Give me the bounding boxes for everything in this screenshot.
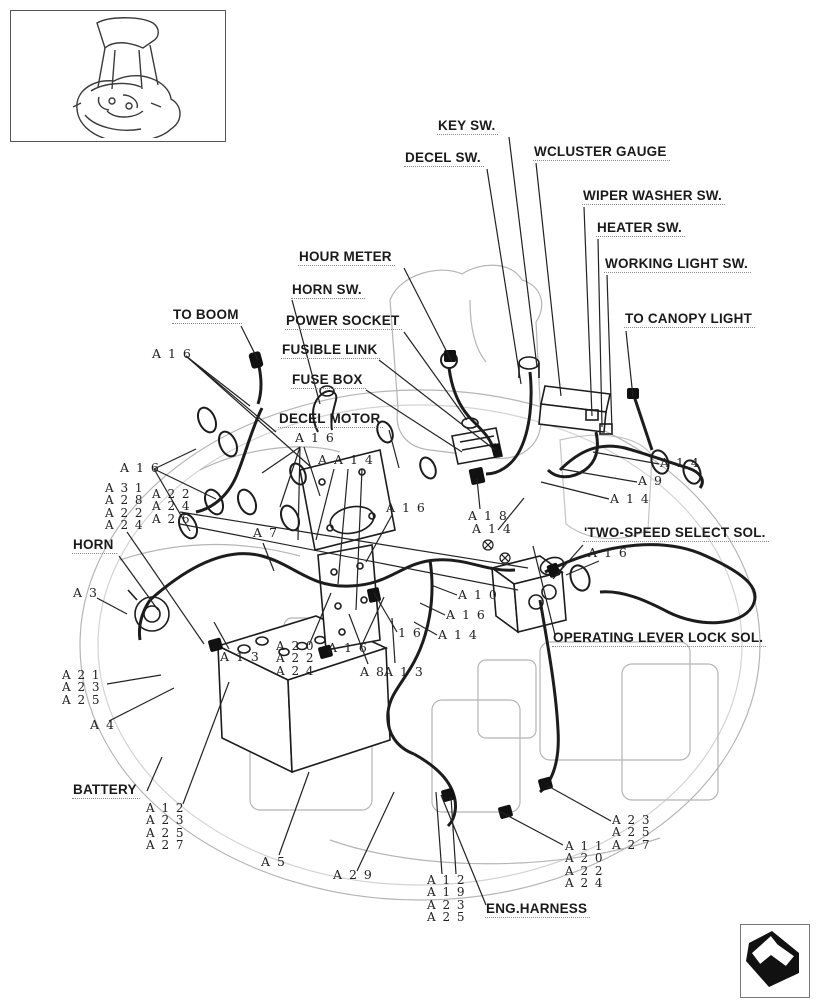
callout-a-2-7: A 2 7 bbox=[612, 837, 652, 852]
callout-a-1-6: A 1 6 bbox=[152, 346, 193, 361]
callout-stack-1 bbox=[105, 482, 144, 532]
callout-a-1-6: A 1 6 bbox=[120, 460, 161, 475]
callout-a-2-2: A 2 2 bbox=[276, 651, 316, 666]
callout-a-9: A 9 bbox=[638, 473, 664, 488]
part-label-decel-motor: DECEL MOTOR bbox=[278, 411, 383, 428]
callout-a-3: A 3 bbox=[73, 585, 99, 600]
part-label-fuse-box: FUSE BOX bbox=[291, 372, 366, 389]
callout-a-2-4: A 2 4 bbox=[276, 663, 316, 678]
part-label-key-sw: KEY SW. bbox=[437, 118, 498, 135]
part-label-power-socket: POWER SOCKET bbox=[285, 313, 402, 330]
callout-a-1-3: A 1 3 bbox=[220, 649, 261, 664]
callout-a-1-6: A 1 6 bbox=[446, 607, 487, 622]
callout-a-1-4: A 1 4 bbox=[610, 491, 651, 506]
callout-a-2-3: A 2 3 bbox=[427, 897, 467, 912]
callout-a-2-2: A 2 2 bbox=[152, 487, 192, 501]
machine-thumbnail-box bbox=[10, 10, 226, 142]
part-label-wcluster-gauge: WCLUSTER GAUGE bbox=[533, 144, 670, 161]
callout-a-1-2: A 1 2 bbox=[427, 873, 467, 887]
part-label-horn: HORN bbox=[72, 537, 117, 554]
callout-a-4: A 4 bbox=[90, 717, 116, 732]
callout-stack-8 bbox=[565, 840, 604, 890]
callout-stack-6 bbox=[427, 874, 466, 924]
callout-a-2-2: A 2 2 bbox=[105, 505, 145, 520]
callout-a-2-4: A 2 4 bbox=[152, 499, 192, 514]
part-label-to-boom: TO BOOM bbox=[172, 307, 242, 324]
callout-a-1-6: A 1 6 bbox=[295, 430, 336, 445]
nav-arrow-box bbox=[740, 924, 810, 998]
callout-a-2-5: A 2 5 bbox=[612, 825, 652, 840]
callout-a-2-4: A 2 4 bbox=[565, 876, 605, 891]
callout-a-2-3: A 2 3 bbox=[62, 680, 102, 695]
callout-stack-2 bbox=[152, 488, 191, 525]
callout-a-5: A 5 bbox=[261, 854, 287, 869]
callout-stack-4 bbox=[276, 640, 315, 677]
part-label-hour-meter: HOUR METER bbox=[298, 249, 395, 266]
part-label-fusible-link: FUSIBLE LINK bbox=[281, 342, 380, 359]
callout-a-2-4: A 2 4 bbox=[105, 518, 145, 533]
callout-stack-7 bbox=[612, 814, 651, 851]
part-label-to-canopy-light: TO CANOPY LIGHT bbox=[624, 311, 755, 328]
callout-a-7: A 7 bbox=[253, 525, 279, 540]
callout-a-1-6: A 1 6 bbox=[386, 500, 427, 515]
callout-a-8: A 8 bbox=[360, 664, 386, 679]
callout-a-2-9: A 2 9 bbox=[333, 867, 374, 882]
callout-a-a-1-4: A A 1 4 bbox=[318, 452, 375, 467]
callout-a-1-9: A 1 9 bbox=[427, 885, 467, 900]
callout-a-2-7: A 2 7 bbox=[146, 838, 186, 853]
part-label-working-light-sw: WORKING LIGHT SW. bbox=[604, 256, 751, 273]
callout-a-2-3: A 2 3 bbox=[146, 813, 186, 828]
callout-1-6: 1 6 bbox=[398, 625, 423, 640]
callout-a-1-6: A 1 6 bbox=[588, 545, 629, 560]
callout-a-2-6: A 2 6 bbox=[152, 511, 192, 526]
callout-a-1-2: A 1 2 bbox=[146, 801, 186, 815]
part-label-two-speed-select-sol: 'TWO-SPEED SELECT SOL. bbox=[583, 525, 769, 542]
callout-a-1-3: A 1 3 bbox=[384, 664, 425, 679]
callout-a-2-8: A 2 8 bbox=[105, 493, 145, 508]
callout-a-2-5: A 2 5 bbox=[146, 825, 186, 840]
callout-a-1-6: A 1 6 bbox=[328, 640, 369, 655]
callout-a-2-3: A 2 3 bbox=[612, 813, 652, 827]
prev-page-arrow-icon bbox=[741, 925, 806, 994]
part-label-horn-sw: HORN SW. bbox=[291, 282, 365, 299]
callout-stack-5 bbox=[146, 802, 185, 852]
callout-a-2-0: A 2 0 bbox=[276, 639, 316, 653]
callout-a-1-0: A 1 0 bbox=[458, 587, 499, 602]
callout-a-2-0: A 2 0 bbox=[565, 851, 605, 866]
part-label-battery: BATTERY bbox=[72, 782, 140, 799]
callout-a-3-1: A 3 1 bbox=[105, 481, 145, 495]
callout-a-1-4: A 1 4 bbox=[472, 521, 513, 536]
callout-a-1-8: A 1 8 bbox=[468, 508, 509, 523]
part-label-eng-harness: ENG.HARNESS bbox=[485, 901, 590, 918]
callout-a-1-4: A 1 4 bbox=[660, 455, 701, 470]
callout-a-2-5: A 2 5 bbox=[62, 692, 102, 707]
part-label-operating-lever-lock-sol: OPERATING LEVER LOCK SOL. bbox=[552, 630, 766, 647]
callout-a-2-1: A 2 1 bbox=[62, 668, 102, 682]
callout-stack-3 bbox=[62, 669, 101, 706]
callout-a-1-1: A 1 1 bbox=[565, 839, 605, 853]
callout-a-2-2: A 2 2 bbox=[565, 863, 605, 878]
part-label-wiper-washer-sw: WIPER WASHER SW. bbox=[582, 188, 725, 205]
part-label-heater-sw: HEATER SW. bbox=[596, 220, 685, 237]
machine-overview-icon bbox=[11, 11, 222, 138]
part-label-decel-sw: DECEL SW. bbox=[404, 150, 484, 167]
callout-a-1-4: A 1 4 bbox=[438, 627, 479, 642]
callout-a-2-5: A 2 5 bbox=[427, 910, 467, 925]
